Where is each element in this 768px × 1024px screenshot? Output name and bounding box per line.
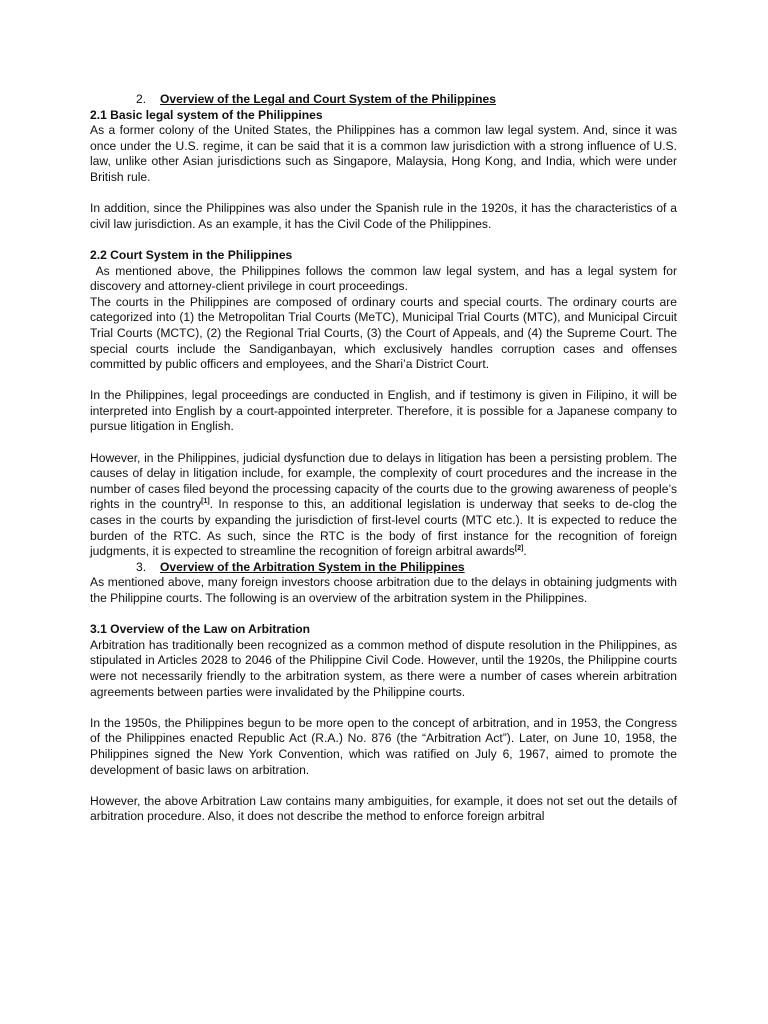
- paragraph-gap: [90, 435, 677, 451]
- section-2-2-paragraph-3: In the Philippines, legal proceedings are conducted in English, and if testimony is given in Filipino, it will be interpreted into English by a court-appointed interpreter. Therefore, it is possible for a Japanese company to pursue litigation in English.: [90, 388, 677, 434]
- document-body: [90, 92, 681, 825]
- section-3-1-paragraph-2: In the 1950s, the Philippines begun to be more open to the concept of arbitration, and in 1953, the Congress of the Philippines enacted Republic Act (R.A.) No. 876 (the “Arbitration Act”). Later, on June 10, 1958, the Philippines signed the New York Convention, which was ratified on July 6, 1967, aimed to promote the development of basic laws on arbitration.: [90, 715, 677, 777]
- section-3-1-paragraph-1: Arbitration has traditionally been recognized as a common method of dispute resolution in the Philippines, as stipulated in Articles 2028 to 2046 of the Philippine Civil Code. However, until the 1920s, the Philippine courts were not necessarily friendly to the arbitration system, as there were a number of cases wherein arbitration agreements between parties were invalidated by the Philippine courts.: [90, 637, 677, 699]
- section-2-1-heading: 2.1 Basic legal system of the Philippines: [90, 107, 323, 122]
- paragraph-4-part-a: However, in the Philippines, judicial dysfunction due to delays in litigation has been a persisting problem. The causes of delay in litigation include, for example, the complexity of court procedures and the increase in the number of cases filed beyond the processing capacity of the courts due to the growing awareness of people’s rights in the country: [90, 450, 677, 512]
- section-2-2-paragraph-2: The courts in the Philippines are composed of ordinary courts and special courts. The ordinary courts are categorized into (1) the Metropolitan Trial Courts (MeTC), Municipal Trial Courts (MTC), and Municipal Circuit Trial Courts (MCTC), (2) the Regional Trial Courts, (3) the Court of Appeals, and (4) the Supreme Court. The special courts include the Sandiganbayan, which exclusively handles corruption cases and offenses committed by public officers and employees, and the Shari’a District Court.: [90, 294, 677, 372]
- section-3-number: 3.: [136, 559, 147, 574]
- section-3-paragraph-1: As mentioned above, many foreign investors choose arbitration due to the delays in obtaining judgments with the Philippine courts. The following is an overview of the arbitration system in the Philippines.: [90, 575, 677, 605]
- section-2-2-heading: 2.2 Court System in the Philippines: [90, 247, 293, 262]
- footnote-link-1[interactable]: [1]: [201, 498, 210, 506]
- section-2-1-paragraph-1: As a former colony of the United States, the Philippines has a common law legal system. And, since it was once under the U.S. regime, it can be said that it is a common law jurisdiction with a strong influence of U.S. law, unlike other Asian jurisdictions such as Singapore, Malaysia, Hong Kong, and India, which were under British rule.: [90, 123, 677, 184]
- paragraph-gap: [90, 232, 677, 248]
- section-2-heading: [90, 92, 677, 108]
- section-2-1-paragraph-2: In addition, since the Philippines was also under the Spanish rule in the 1920s, it has the characteristics of a civil law jurisdiction. As an example, it has the Civil Code of the Philippines.: [90, 201, 677, 231]
- paragraph-gap: [90, 186, 677, 202]
- section-3-heading: [90, 560, 677, 576]
- paragraph-4-part-c: .: [523, 544, 527, 559]
- section-2-title: Overview of the Legal and Court System of the Philippines: [160, 92, 496, 106]
- section-3-title: Overview of the Arbitration System in the Philippines: [160, 559, 465, 574]
- section-3-1-heading: 3.1 Overview of the Law on Arbitration: [90, 622, 310, 637]
- section-2-number: 2.: [136, 92, 147, 106]
- section-3-1-paragraph-3: However, the above Arbitration Law contains many ambiguities, for example, it does not set out the details of arbitration procedure. Also, it does not describe the method to enforce foreign arbitral: [90, 793, 677, 824]
- section-2-2-paragraph-1: As mentioned above, the Philippines follows the common law legal system, and has a legal system for discovery and attorney-client privilege in court proceedings.: [90, 263, 681, 294]
- paragraph-gap: [90, 373, 677, 389]
- section-2-2-paragraph-4: [90, 451, 677, 560]
- paragraph-gap: [90, 778, 677, 794]
- paragraph-4-part-b: . In response to this, an additional legislation is underway that seeks to de-clog the cases in the courts by expanding the jurisdiction of first-level courts (MTC etc.). It is expected to reduce the burden of the RTC. As such, since the RTC is the body of first instance for the recognition of foreign judgments, it is expected to streamline the recognition of foreign arbitral awards: [90, 497, 677, 559]
- footnote-link-2[interactable]: [2]: [514, 545, 524, 553]
- paragraph-gap: [90, 700, 677, 716]
- paragraph-gap: [90, 607, 677, 623]
